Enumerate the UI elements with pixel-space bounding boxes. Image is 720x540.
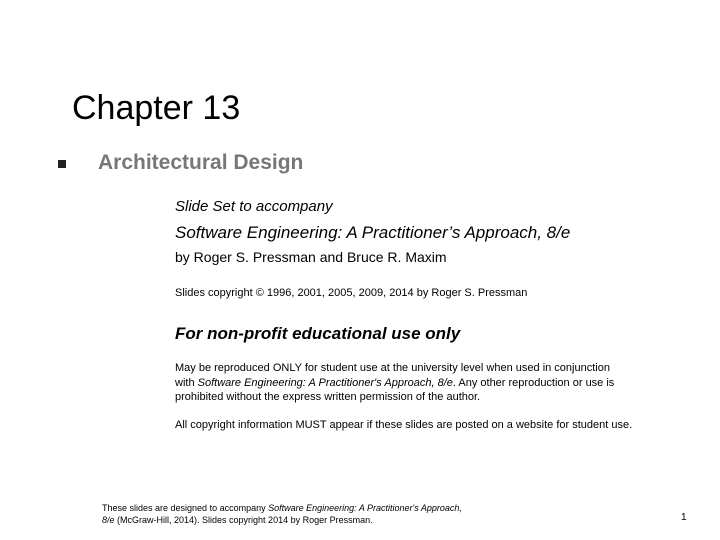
chapter-title: Chapter 13 [72,89,241,127]
footer-line-2 [102,514,462,526]
footer-line-1 [102,502,462,514]
slide-set-text: Slide Set to accompany [175,198,333,215]
copyright-line: Slides copyright © 1996, 2001, 2005, 2009, 2014 by Roger S. Pressman [175,287,528,299]
footer-line-2-post: (McGraw-Hill, 2014). Slides copyright 2014 by Roger Pressman. [114,515,373,525]
reproduction-notice [175,361,695,405]
square-bullet-icon [58,160,66,168]
slide-subtitle: Architectural Design [98,151,304,174]
reproduction-book-title: Software Engineering: A Practitioner's Approach, 8/e [197,376,453,389]
reproduction-line-2-pre: with [175,376,198,389]
reproduction-line-3: prohibited without the express written permission of the author. [175,391,481,403]
copyright-requirement: All copyright information MUST appear if these slides are posted on a website for student use. [175,419,633,431]
page-number: 1 [681,512,687,523]
footer-book-title: Software Engineering: A Practitioner's Approach, [268,503,462,513]
slide-footer [102,502,462,526]
nonprofit-notice: For non-profit educational use only [175,324,461,343]
reproduction-line-2-post: . Any other reproduction or use is [452,376,615,389]
authors-line: by Roger S. Pressman and Bruce R. Maxim [175,249,447,265]
reproduction-line-1: May be reproduced ONLY for student use at the university level when used in conjunction [175,362,610,374]
footer-line-1-pre: These slides are designed to accompany [102,503,269,513]
reproduction-line-2 [175,376,695,391]
book-title: Software Engineering: A Practitioner’s Approach, 8/e [175,223,571,242]
footer-edition: 8/e [102,515,115,525]
